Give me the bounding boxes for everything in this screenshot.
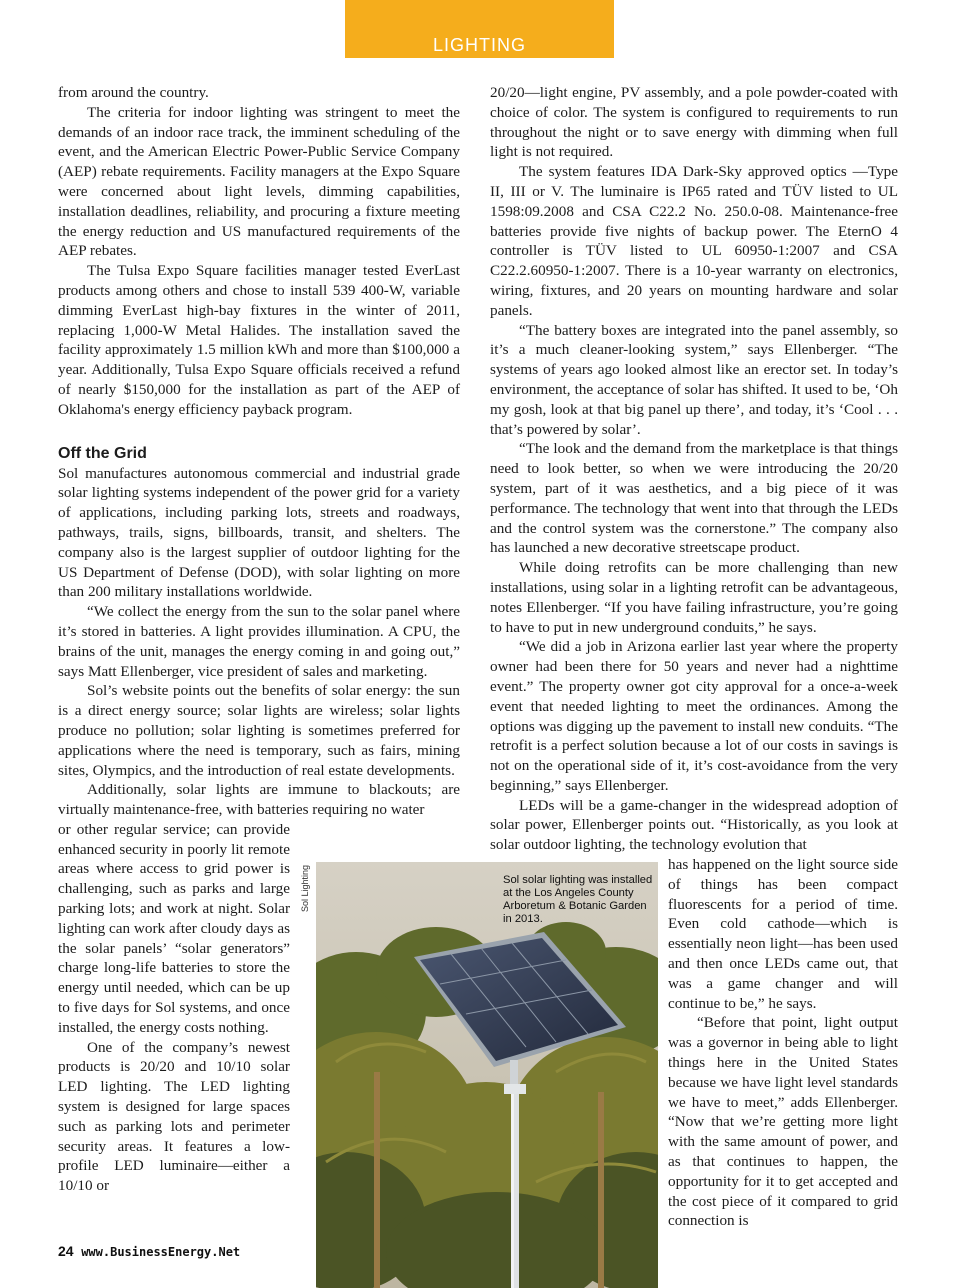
paragraph: The criteria for indoor lighting was stringent to meet the demands of an indoor race track, the imminent scheduling of the event, and the American Electric Power-Public Service Company (AEP) rebate requirements. Facility managers at the Expo Square were concerned about light levels, dimming capabilities, installation deadlines, reliability, and procuring a fixture meeting the energy reduction and US manufactured requirements of the AEP rebates. [58, 103, 460, 260]
paragraph: The system features IDA Dark-Sky approved optics —Type II, III or V. The luminaire is IP65 rated and TÜV listed to UL 1598:09.2008 and CSA C22.2 No. 250.0-08. Maintenance-free batteries provide five nights of backup power. The EternO 4 controller is TÜV listed to UL 60950-1:2007 and CSA C22.2.60950-1:2007. There is a 10-year warranty on electronics, wiring, fixtures, and 20 years on mounting hardware and solar panels. [490, 163, 898, 319]
footer-url: www.BusinessEnergy.Net [81, 1245, 241, 1259]
section-tab [345, 0, 614, 58]
paragraph: LEDs will be a game-changer in the widespread adoption of solar power, Ellenberger points out. “Historically, as you look at solar outdoor lighting, the technology evolution that [490, 796, 898, 854]
section-heading: Off the Grid [58, 444, 147, 462]
paragraph: “We collect the energy from the sun to the solar panel where it’s stored in batteries. A light provides illumination. A CPU, the brains of the unit, manages the energy coming in and going out,” says Matt Ellenberger, vice president of sales and marketing. [58, 603, 460, 680]
paragraph: One of the company’s newest products is 20/20 and 10/10 solar LED lighting. The LED lighting system is designed for large spaces such as parking lots and perimeter security areas. It features a low-profile LED luminaire—either a 10/10 or [58, 1038, 290, 1195]
paragraph: Sol manufactures autonomous commercial and industrial grade solar lighting systems independent of the power grid for a variety of applications, including parking lots, streets and roadways, pathways, trails, signs, billboards, transit, and shelters. The company also is the largest supplier of outdoor lighting for the US Department of Defense (DOD), with solar lighting on more than 200 military installations worldwide. [58, 464, 460, 601]
paragraph: “The battery boxes are integrated into the panel assembly, so it’s a much cleaner-looking system,” says Ellenberger. “The systems of years ago looked almost like an erector set. In today’s environment, the acceptance of solar has shifted. It used to be, ‘Oh my gosh, look at that big panel up there’, and today, it’s ‘Cool . . . that’s powered by solar’. [490, 321, 898, 438]
paragraph: or other regular service; can provide enhanced security in poorly lit remote areas where access to grid power is challenging, such as parks and large parking lots; and work at night. Solar lighting can work after cloudy days as the solar panels’ “solar generators” charge long-life batteries to store the energy until needed, which can be up to five days for Sol systems, and once installed, the energy costs nothing. [58, 820, 290, 1036]
photo-credit: Sol Lighting [300, 864, 310, 912]
paragraph: “The look and the demand from the marketplace is that things need to look better, so when we were introducing the 20/20 system, part of it was aesthetics, and a big piece of it was performance. The technology that went into that through the LEDs and the control system was the cornerstone.” The company also has launched a new decorative streetscape product. [490, 440, 898, 557]
paragraph: While doing retrofits can be more challenging than new installations, using solar in a lighting retrofit can be advantageous, notes Ellenberger. “If you have failing infrastructure, you’re going to have to put in new underground conduits,” he says. [490, 559, 898, 636]
paragraph: from around the country. [58, 84, 209, 101]
section-label: LIGHTING [432, 35, 526, 55]
paragraph: The Tulsa Expo Square facilities manager tested EverLast products among others and chose to install 539 400-W, variable dimming EverLast high-bay fixtures in the winter of 2011, replacing 1,000-W Metal Halides. The installation saved the facility approximately 1.5 million kWh and more than $100,000 a year. Additionally, Tulsa Expo Square officials received a refund of nearly $150,000 for the installation as part of the AEP of Oklahoma's energy efficiency payback program. [58, 262, 460, 418]
paragraph: “We did a job in Arizona earlier last year where the property owner had been there for 50 years and never had a nighttime event.” The property owner got city approval for a once-a-week event that needed lighting to meet the ordinances. Among the options was digging up the pavement to install new conduits. “The retrofit is a perfect solution because a lot of our costs in savings is not on the operational side of it, it’s cost-avoidance from the very beginning,” says Ellenberger. [490, 638, 898, 794]
photo-caption: Sol solar lighting was installed at the Los Angeles County Arboretum & Botanic Garden in 2013. [503, 874, 653, 925]
paragraph: Sol’s website points out the benefits of solar energy: the sun is a direct energy source; solar lights are wireless; solar lights produce no pollution; solar lighting is sometimes preferred for applications where the need is temporary, such as fairs, mining sites, Olympics, and the introduction of real estate developments. [58, 682, 460, 779]
page-number: 24 [58, 1243, 74, 1259]
paragraph: “Before that point, light output was a governor in being able to light things here in the United States because we have light level standards we have to meet,” adds Ellenberger. “Now that we’re getting more light with the same amount of power, and as that continues to happen, the opportunity for it to get accepted and the cost piece of it compared to grid connection is [668, 1014, 898, 1230]
paragraph: Additionally, solar lights are immune to blackouts; are virtually maintenance-free, with batteries requiring no water [58, 781, 460, 819]
page-footer [58, 1243, 240, 1259]
paragraph: has happened on the light source side of things has been compact fluorescents for a period of time. Even cold cathode—which is essentially neon light—has been used and then once LEDs came out, that was a game changer and will continue to be,” he says. [668, 856, 898, 1012]
paragraph: 20/20—light engine, PV assembly, and a pole powder-coated with choice of color. The system is configured to requirements to run throughout the night or to save energy with dimming when full light is not required. [490, 84, 898, 161]
